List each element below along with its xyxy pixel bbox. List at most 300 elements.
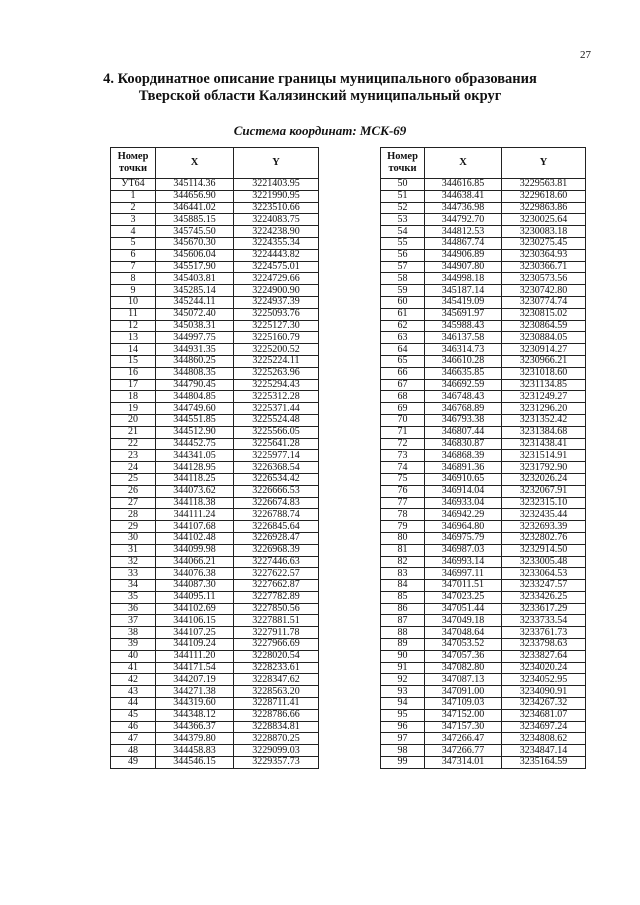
y-coordinate-cell: 3230573.56 [502, 273, 586, 285]
point-number-cell: 31 [111, 544, 156, 556]
coordinate-system-label: Система координат: МСК-69 [233, 123, 407, 138]
table-row [381, 627, 586, 639]
x-coordinate-cell: 344102.48 [156, 532, 234, 544]
x-coordinate-cell: 344111.20 [156, 650, 234, 662]
x-coordinate-cell: 344099.98 [156, 544, 234, 556]
point-number-cell: 45 [111, 709, 156, 721]
table-row [111, 308, 319, 320]
table-row [381, 273, 586, 285]
table-row [111, 485, 319, 497]
x-coordinate-cell: 347091.00 [425, 686, 502, 698]
point-number-cell: 14 [111, 344, 156, 356]
y-coordinate-cell: 3234052.95 [502, 674, 586, 686]
point-number-cell: 13 [111, 332, 156, 344]
y-coordinate-cell: 3235164.59 [502, 757, 586, 769]
y-coordinate-cell: 3231352.42 [502, 414, 586, 426]
table-row [381, 639, 586, 651]
y-coordinate-cell: 3227622.57 [234, 568, 319, 580]
point-number-cell: 10 [111, 296, 156, 308]
x-coordinate-cell: 346910.65 [425, 473, 502, 485]
point-number-cell: 30 [111, 532, 156, 544]
table-row [381, 179, 586, 191]
point-number-cell: 99 [381, 757, 425, 769]
point-number-cell: 16 [111, 367, 156, 379]
table-row [381, 556, 586, 568]
point-number-cell: 53 [381, 214, 425, 226]
point-number-cell: 44 [111, 698, 156, 710]
point-number-cell: 86 [381, 603, 425, 615]
title-line-2: Тверской области Калязинский муниципальный округ [138, 88, 502, 104]
x-coordinate-cell: 346933.04 [425, 497, 502, 509]
point-number-cell: 88 [381, 627, 425, 639]
table-row [111, 544, 319, 556]
point-number-cell: 21 [111, 426, 156, 438]
y-coordinate-cell: 3225566.05 [234, 426, 319, 438]
point-number-cell: 17 [111, 379, 156, 391]
point-number-cell: 9 [111, 285, 156, 297]
table-row [111, 332, 319, 344]
x-coordinate-cell: 346807.44 [425, 426, 502, 438]
table-row [381, 580, 586, 592]
y-coordinate-cell: 3230815.02 [502, 308, 586, 320]
table-row [111, 296, 319, 308]
y-coordinate-cell: 3230275.45 [502, 237, 586, 249]
x-coordinate-cell: 344656.90 [156, 190, 234, 202]
point-number-cell: 78 [381, 509, 425, 521]
point-number-cell: 42 [111, 674, 156, 686]
x-coordinate-cell: 344076.38 [156, 568, 234, 580]
y-coordinate-cell: 3230025.64 [502, 214, 586, 226]
point-number-cell: 58 [381, 273, 425, 285]
y-coordinate-cell: 3233761.73 [502, 627, 586, 639]
point-number-cell: 60 [381, 296, 425, 308]
point-number-cell: 79 [381, 521, 425, 533]
page-title [0, 71, 640, 105]
point-number-cell: 85 [381, 591, 425, 603]
y-coordinate-cell: 3225127.30 [234, 320, 319, 332]
x-coordinate-cell: 346768.89 [425, 403, 502, 415]
point-number-cell: 81 [381, 544, 425, 556]
y-coordinate-cell: 3227911.78 [234, 627, 319, 639]
x-coordinate-cell: 345670.30 [156, 237, 234, 249]
x-coordinate-cell: 345187.14 [425, 285, 502, 297]
x-coordinate-cell: 344790.45 [156, 379, 234, 391]
y-coordinate-cell: 3229099.03 [234, 745, 319, 757]
table-row [111, 650, 319, 662]
table-row [111, 580, 319, 592]
table-row [111, 733, 319, 745]
y-coordinate-cell: 3233064.53 [502, 568, 586, 580]
y-coordinate-cell: 3230742.80 [502, 285, 586, 297]
point-number-cell: 69 [381, 403, 425, 415]
x-coordinate-cell: 345517.90 [156, 261, 234, 273]
y-coordinate-cell: 3232315.10 [502, 497, 586, 509]
x-coordinate-cell: 346793.38 [425, 414, 502, 426]
x-coordinate-cell: 344109.24 [156, 639, 234, 651]
point-number-cell: 36 [111, 603, 156, 615]
point-number-cell: 40 [111, 650, 156, 662]
point-number-cell: 57 [381, 261, 425, 273]
y-coordinate-cell: 3234697.24 [502, 721, 586, 733]
x-coordinate-cell: 344366.37 [156, 721, 234, 733]
y-coordinate-cell: 3228563.20 [234, 686, 319, 698]
point-number-cell: 72 [381, 438, 425, 450]
table-row [111, 745, 319, 757]
point-number-cell: 33 [111, 568, 156, 580]
table-row [381, 462, 586, 474]
point-number-cell: 24 [111, 462, 156, 474]
point-number-cell: 62 [381, 320, 425, 332]
point-number-cell: 84 [381, 580, 425, 592]
table-row [381, 226, 586, 238]
table-row [111, 615, 319, 627]
table-row [111, 438, 319, 450]
table-header-row [381, 148, 586, 179]
x-coordinate-cell: 347051.44 [425, 603, 502, 615]
y-coordinate-cell: 3233247.57 [502, 580, 586, 592]
point-number-cell: 98 [381, 745, 425, 757]
x-coordinate-cell: 344379.80 [156, 733, 234, 745]
title-line-1: 4. Координатное описание границы муниципального образования [103, 71, 537, 87]
point-number-cell: 63 [381, 332, 425, 344]
point-number-cell: 80 [381, 532, 425, 544]
table-row [381, 450, 586, 462]
point-number-cell: 97 [381, 733, 425, 745]
x-coordinate-cell: 344348.12 [156, 709, 234, 721]
table-row [111, 379, 319, 391]
table-row [381, 568, 586, 580]
y-coordinate-cell: 3224443.82 [234, 249, 319, 261]
y-coordinate-cell: 3232435.44 [502, 509, 586, 521]
table-row [111, 639, 319, 651]
point-number-cell: 71 [381, 426, 425, 438]
point-number-header-line-2: точки [118, 163, 148, 174]
point-number-cell: 74 [381, 462, 425, 474]
table-row [381, 521, 586, 533]
coordinates-table-right [380, 147, 586, 769]
point-number-cell: 87 [381, 615, 425, 627]
y-coordinate-cell: 3230966.21 [502, 355, 586, 367]
y-header: Y [234, 148, 319, 179]
point-number-cell: 35 [111, 591, 156, 603]
table-row [381, 721, 586, 733]
point-number-cell: 64 [381, 344, 425, 356]
table-row [381, 509, 586, 521]
x-coordinate-cell: 346964.80 [425, 521, 502, 533]
x-coordinate-cell: 344638.41 [425, 190, 502, 202]
table-row [111, 273, 319, 285]
y-coordinate-cell: 3229618.60 [502, 190, 586, 202]
x-coordinate-cell: 346868.39 [425, 450, 502, 462]
point-number-cell: 68 [381, 391, 425, 403]
point-number-cell: 61 [381, 308, 425, 320]
x-coordinate-cell: 345038.31 [156, 320, 234, 332]
y-coordinate-cell: 3226928.47 [234, 532, 319, 544]
x-coordinate-cell: 344106.15 [156, 615, 234, 627]
y-coordinate-cell: 3231514.91 [502, 450, 586, 462]
x-coordinate-cell: 344998.18 [425, 273, 502, 285]
y-coordinate-cell: 3226788.74 [234, 509, 319, 521]
table-row [381, 532, 586, 544]
table-row [111, 202, 319, 214]
point-number-cell: 89 [381, 639, 425, 651]
table-row [111, 698, 319, 710]
point-number-cell: 54 [381, 226, 425, 238]
x-coordinate-cell: 347266.47 [425, 733, 502, 745]
point-number-cell: 50 [381, 179, 425, 191]
table-row [381, 745, 586, 757]
y-coordinate-cell: 3231792.90 [502, 462, 586, 474]
x-coordinate-cell: 344341.05 [156, 450, 234, 462]
x-coordinate-cell: 347049.18 [425, 615, 502, 627]
table-row [381, 733, 586, 745]
y-coordinate-cell: 3226968.39 [234, 544, 319, 556]
y-coordinate-cell: 3225641.28 [234, 438, 319, 450]
point-number-cell: 90 [381, 650, 425, 662]
y-coordinate-cell: 3230083.18 [502, 226, 586, 238]
y-coordinate-cell: 3233798.63 [502, 639, 586, 651]
y-coordinate-cell: 3225263.96 [234, 367, 319, 379]
y-coordinate-cell: 3231249.27 [502, 391, 586, 403]
x-coordinate-cell: 344792.70 [425, 214, 502, 226]
table-row [381, 414, 586, 426]
point-number-cell: 94 [381, 698, 425, 710]
table-row [111, 462, 319, 474]
x-coordinate-cell: 344111.24 [156, 509, 234, 521]
point-number-cell: 65 [381, 355, 425, 367]
x-coordinate-cell: 346692.59 [425, 379, 502, 391]
x-coordinate-cell: 346610.28 [425, 355, 502, 367]
x-coordinate-cell: 344458.83 [156, 745, 234, 757]
x-coordinate-cell: 346314.73 [425, 344, 502, 356]
point-number-cell: 55 [381, 237, 425, 249]
x-coordinate-cell: 346993.14 [425, 556, 502, 568]
table-row [381, 709, 586, 721]
x-coordinate-cell: 344118.38 [156, 497, 234, 509]
point-number-cell: 5 [111, 237, 156, 249]
table-row [111, 179, 319, 191]
y-coordinate-cell: 3224575.01 [234, 261, 319, 273]
point-number-cell: 66 [381, 367, 425, 379]
point-number-cell: 41 [111, 662, 156, 674]
table-row [381, 202, 586, 214]
y-coordinate-cell: 3225093.76 [234, 308, 319, 320]
y-coordinate-cell: 3221990.95 [234, 190, 319, 202]
y-coordinate-cell: 3225371.44 [234, 403, 319, 415]
table-row [111, 497, 319, 509]
x-coordinate-cell: 347152.00 [425, 709, 502, 721]
x-coordinate-cell: 347266.77 [425, 745, 502, 757]
x-coordinate-cell: 347011.51 [425, 580, 502, 592]
x-coordinate-cell: 344551.85 [156, 414, 234, 426]
point-number-cell: 73 [381, 450, 425, 462]
x-coordinate-cell: 347048.64 [425, 627, 502, 639]
table-row [381, 379, 586, 391]
table-row [381, 662, 586, 674]
point-number-cell: 70 [381, 414, 425, 426]
table-row [111, 367, 319, 379]
x-coordinate-cell: 344860.25 [156, 355, 234, 367]
y-coordinate-cell: 3234808.62 [502, 733, 586, 745]
point-number-cell: 23 [111, 450, 156, 462]
point-number-cell: 11 [111, 308, 156, 320]
y-coordinate-cell: 3226845.64 [234, 521, 319, 533]
x-coordinate-cell: 344319.60 [156, 698, 234, 710]
point-number-cell: 75 [381, 473, 425, 485]
table-row [111, 249, 319, 261]
point-number-cell: 76 [381, 485, 425, 497]
x-coordinate-cell: 347157.30 [425, 721, 502, 733]
y-coordinate-cell: 3225160.79 [234, 332, 319, 344]
table-row [111, 709, 319, 721]
point-number-header [381, 148, 425, 179]
point-number-cell: 48 [111, 745, 156, 757]
y-coordinate-cell: 3231438.41 [502, 438, 586, 450]
x-coordinate-cell: 346748.43 [425, 391, 502, 403]
x-header: X [425, 148, 502, 179]
y-coordinate-cell: 3231018.60 [502, 367, 586, 379]
table-row [111, 403, 319, 415]
table-row [111, 190, 319, 202]
point-number-cell: 67 [381, 379, 425, 391]
table-row [381, 544, 586, 556]
table-row [111, 721, 319, 733]
point-number-cell: 77 [381, 497, 425, 509]
y-coordinate-cell: 3232693.39 [502, 521, 586, 533]
table-row [111, 226, 319, 238]
point-number-cell: 83 [381, 568, 425, 580]
x-coordinate-cell: 344616.85 [425, 179, 502, 191]
table-row [111, 757, 319, 769]
y-coordinate-cell: 3225200.52 [234, 344, 319, 356]
table-row [381, 686, 586, 698]
x-coordinate-cell: 345244.11 [156, 296, 234, 308]
table-body-right [381, 179, 586, 769]
point-number-cell: 47 [111, 733, 156, 745]
y-coordinate-cell: 3230914.27 [502, 344, 586, 356]
x-coordinate-cell: 345691.97 [425, 308, 502, 320]
table-row [381, 438, 586, 450]
y-coordinate-cell: 3223510.66 [234, 202, 319, 214]
y-coordinate-cell: 3228834.81 [234, 721, 319, 733]
table-row [111, 414, 319, 426]
x-coordinate-cell: 344171.54 [156, 662, 234, 674]
y-coordinate-cell: 3227662.87 [234, 580, 319, 592]
y-coordinate-cell: 3225977.14 [234, 450, 319, 462]
x-coordinate-cell: 346635.85 [425, 367, 502, 379]
x-coordinate-cell: 344931.35 [156, 344, 234, 356]
x-coordinate-cell: 346830.87 [425, 438, 502, 450]
y-coordinate-cell: 3224937.39 [234, 296, 319, 308]
table-row [381, 473, 586, 485]
table-row [381, 391, 586, 403]
table-row [381, 603, 586, 615]
table-row [381, 757, 586, 769]
point-number-cell: 52 [381, 202, 425, 214]
point-number-cell: 18 [111, 391, 156, 403]
table-row [111, 344, 319, 356]
table-row [381, 214, 586, 226]
table-row [381, 426, 586, 438]
point-number-header [111, 148, 156, 179]
x-coordinate-cell: 344812.53 [425, 226, 502, 238]
table-header-row [111, 148, 319, 179]
point-number-cell: 96 [381, 721, 425, 733]
point-number-cell: 28 [111, 509, 156, 521]
y-coordinate-cell: 3229563.81 [502, 179, 586, 191]
x-coordinate-cell: 344095.11 [156, 591, 234, 603]
table-row [381, 497, 586, 509]
point-number-cell: 26 [111, 485, 156, 497]
table-body-left [111, 179, 319, 769]
y-coordinate-cell: 3230774.74 [502, 296, 586, 308]
y-coordinate-cell: 3233617.29 [502, 603, 586, 615]
table-row [381, 367, 586, 379]
table-row [111, 556, 319, 568]
y-coordinate-cell: 3231384.68 [502, 426, 586, 438]
table-row [381, 332, 586, 344]
y-coordinate-cell: 3230884.05 [502, 332, 586, 344]
point-number-cell: 56 [381, 249, 425, 261]
x-coordinate-cell: 345072.40 [156, 308, 234, 320]
x-coordinate-cell: 347053.52 [425, 639, 502, 651]
y-coordinate-cell: 3234847.14 [502, 745, 586, 757]
table-row [381, 344, 586, 356]
point-number-cell: 8 [111, 273, 156, 285]
y-coordinate-cell: 3227446.63 [234, 556, 319, 568]
point-number-cell: 95 [381, 709, 425, 721]
point-number-cell: 82 [381, 556, 425, 568]
table-row [381, 285, 586, 297]
y-coordinate-cell: 3225294.43 [234, 379, 319, 391]
page-number: 27 [580, 49, 591, 61]
y-coordinate-cell: 3221403.95 [234, 179, 319, 191]
table-row [111, 426, 319, 438]
x-coordinate-cell: 344867.74 [425, 237, 502, 249]
table-row [381, 403, 586, 415]
table-row [111, 285, 319, 297]
y-coordinate-cell: 3232914.50 [502, 544, 586, 556]
y-coordinate-cell: 3226534.42 [234, 473, 319, 485]
x-coordinate-cell: 344749.60 [156, 403, 234, 415]
point-number-cell: 2 [111, 202, 156, 214]
point-number-header-line-2: точки [388, 163, 417, 174]
table-row [381, 355, 586, 367]
point-number-cell: 91 [381, 662, 425, 674]
y-coordinate-cell: 3227782.89 [234, 591, 319, 603]
point-number-cell: 46 [111, 721, 156, 733]
x-coordinate-cell: 345419.09 [425, 296, 502, 308]
table-row [111, 674, 319, 686]
point-number-cell: 19 [111, 403, 156, 415]
table-row [381, 320, 586, 332]
y-coordinate-cell: 3224355.34 [234, 237, 319, 249]
point-number-cell: 27 [111, 497, 156, 509]
table-row [111, 627, 319, 639]
y-coordinate-cell: 3224900.90 [234, 285, 319, 297]
y-coordinate-cell: 3232026.24 [502, 473, 586, 485]
point-number-cell: 15 [111, 355, 156, 367]
y-coordinate-cell: 3225312.28 [234, 391, 319, 403]
y-coordinate-cell: 3224238.90 [234, 226, 319, 238]
x-coordinate-cell: 346891.36 [425, 462, 502, 474]
x-coordinate-cell: 344997.75 [156, 332, 234, 344]
point-number-cell: УТ64 [111, 179, 156, 191]
x-coordinate-cell: 345114.36 [156, 179, 234, 191]
point-number-cell: 3 [111, 214, 156, 226]
x-coordinate-cell: 344128.95 [156, 462, 234, 474]
x-coordinate-cell: 345285.14 [156, 285, 234, 297]
